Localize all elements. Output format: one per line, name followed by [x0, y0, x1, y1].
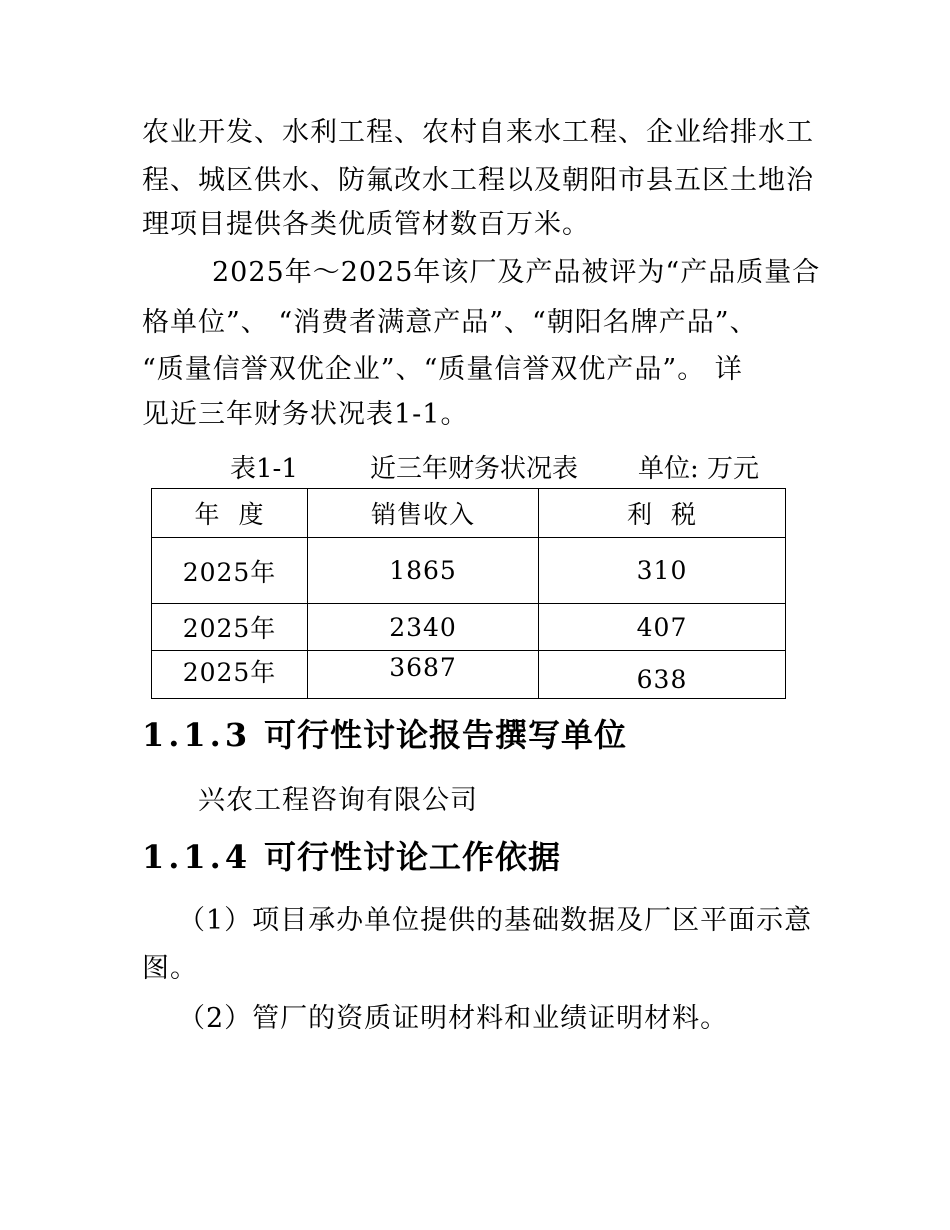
- cell-sales: 3687: [308, 651, 539, 699]
- intro-line-2: 程、城区供水、防氟改水工程以及朝阳市县五区土地治: [142, 165, 814, 196]
- cell-tax: 407: [539, 604, 786, 651]
- section-114-item-1: （1）项目承办单位提供的基础数据及厂区平面示意: [178, 905, 813, 936]
- section-113-content: 兴农工程咨询有限公司: [198, 785, 478, 816]
- cell-year: 2025年: [152, 538, 308, 604]
- cell-tax: 310: [539, 538, 786, 604]
- honors-line-4: 见近三年财务状况表1-1。: [142, 399, 469, 430]
- section-114-heading: [142, 832, 561, 878]
- honors-line-2: 格单位”、 “消费者满意产品”、“朝阳名牌产品”、: [142, 307, 758, 338]
- table-caption: [230, 448, 759, 485]
- table-row: [152, 604, 786, 651]
- section-113-heading: [142, 710, 627, 756]
- cell-tax: 638: [539, 651, 786, 699]
- section-113-title: 可行性讨论报告撰写单位: [264, 716, 628, 754]
- header-year: 年 度: [152, 489, 308, 538]
- section-114-title: 可行性讨论工作依据: [264, 838, 562, 876]
- table-row: [152, 538, 786, 604]
- table-caption-unit: 单位: 万元: [638, 454, 760, 484]
- table-caption-id: 表1-1: [230, 454, 298, 484]
- section-114-item-2: （2）管厂的资质证明材料和业绩证明材料。: [178, 1003, 729, 1034]
- header-tax: 利 税: [539, 489, 786, 538]
- cell-sales: 1865: [308, 538, 539, 604]
- table-row: [152, 651, 786, 699]
- intro-line-3: 理项目提供各类优质管材数百万米。: [142, 209, 590, 240]
- cell-sales: 2340: [308, 604, 539, 651]
- table-caption-title: 近三年财务状况表: [370, 454, 579, 484]
- table-header-row: [152, 489, 786, 538]
- cell-year: 2025年: [152, 651, 308, 699]
- honors-line-3: “质量信誉双优企业”、“质量信誉双优产品”。 详: [142, 354, 743, 385]
- section-114-number: 1.1.4: [142, 838, 252, 876]
- header-sales: 销售收入: [308, 489, 539, 538]
- financial-table: [151, 488, 786, 699]
- intro-line-1: 农业开发、水利工程、农村自来水工程、企业给排水工: [142, 117, 814, 148]
- section-113-number: 1.1.3: [142, 716, 252, 754]
- cell-year: 2025年: [152, 604, 308, 651]
- section-114-item-1-cont: 图。: [142, 953, 198, 984]
- honors-line-1: 2025年～2025年该厂及产品被评为“产品质量合: [212, 257, 821, 288]
